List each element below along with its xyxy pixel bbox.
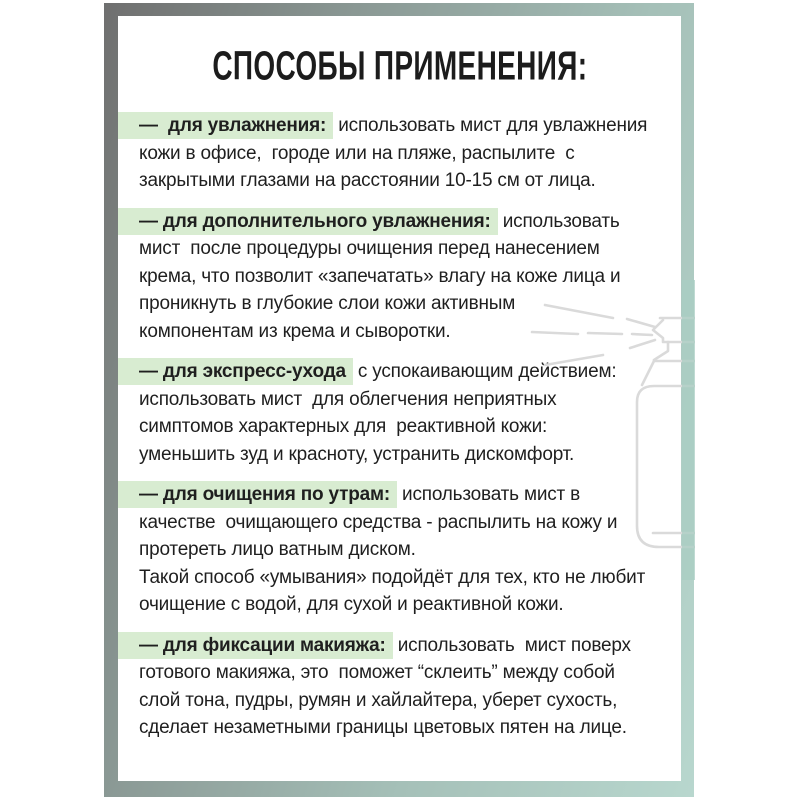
section-body-text: использовать мист для облегчения неприятных xyxy=(139,388,557,410)
section-line xyxy=(118,632,681,660)
spray-chevron-top xyxy=(627,319,655,327)
section-body-text: сделает незаметными границы цветовых пятен на лице. xyxy=(139,717,627,738)
spray-dash-3 xyxy=(632,334,652,335)
section-body-text: готового макияжа, это поможет “склеить” между собой xyxy=(139,662,615,683)
section-heading-highlight: — для фиксации макияжа: xyxy=(118,632,393,659)
spray-dash-1 xyxy=(532,332,578,334)
section-body-text: использовать мист в xyxy=(396,484,581,505)
spray-dash-2 xyxy=(588,333,622,334)
spray-bottle-icon xyxy=(520,280,695,580)
title-container xyxy=(118,44,681,88)
section-body-text: закрытыми глазами на расстоянии 10-15 см от лица. xyxy=(139,170,596,191)
spray-chevron-bottom xyxy=(630,340,655,348)
section-body-text: очищение с водой, для сухой и реактивной кожи. xyxy=(139,594,564,615)
section-heading-highlight: — для увлажнения: xyxy=(118,112,333,139)
section-heading-highlight: — для очищения по утрам: xyxy=(118,481,397,508)
section-body-text: использовать мист поверх xyxy=(392,634,631,656)
spray-line-bottom xyxy=(545,355,603,365)
section-body-text: использовать мист для увлажнения xyxy=(333,115,648,136)
section-body-text: компонентам из крема и сыворотки. xyxy=(139,320,451,342)
section-body-text: симптомов характерных для реактивной кожи: xyxy=(139,416,548,437)
page-title: СПОСОБЫ ПРИМЕНЕНИЯ: xyxy=(211,43,587,89)
section-body-text: слой тона, пудры, румян и хайлайтера, уберет сухость, xyxy=(139,689,618,711)
section-body-text: использовать xyxy=(497,210,620,232)
usage-section xyxy=(118,632,681,742)
section-body-text: крема, что позволит «запечатать» влагу на коже лица и xyxy=(139,265,621,287)
section-body-text: проникнуть в глубокие слои кожи активным xyxy=(139,293,516,314)
section-heading-highlight: — для дополнительного увлажнения: xyxy=(118,208,498,235)
section-body-text: с успокаивающим действием: xyxy=(352,361,617,382)
usage-section xyxy=(118,112,681,195)
section-heading-highlight: — для экспресс-ухода xyxy=(118,358,353,385)
section-body-text: уменьшить зуд и красноту, устранить дискомфорт. xyxy=(139,443,575,465)
section-line xyxy=(118,208,681,236)
section-body-text: Такой способ «умывания» подойдёт для тех, кто не любит xyxy=(139,566,646,588)
section-line xyxy=(118,112,681,140)
bottle-neck xyxy=(654,342,668,360)
bottle-dome-edge xyxy=(642,361,654,385)
spray-line-top xyxy=(545,305,613,318)
section-body-text: мист после процедуры очищения перед нанесением xyxy=(139,238,600,259)
border-overlay xyxy=(682,280,695,580)
section-body-text: кожи в офисе, городе или на пляже, распылите с xyxy=(139,142,575,164)
section-body-text: качестве очищающего средства - распылить на кожу и xyxy=(139,511,618,533)
section-body-text: протереть лицо ватным диском. xyxy=(139,539,416,560)
